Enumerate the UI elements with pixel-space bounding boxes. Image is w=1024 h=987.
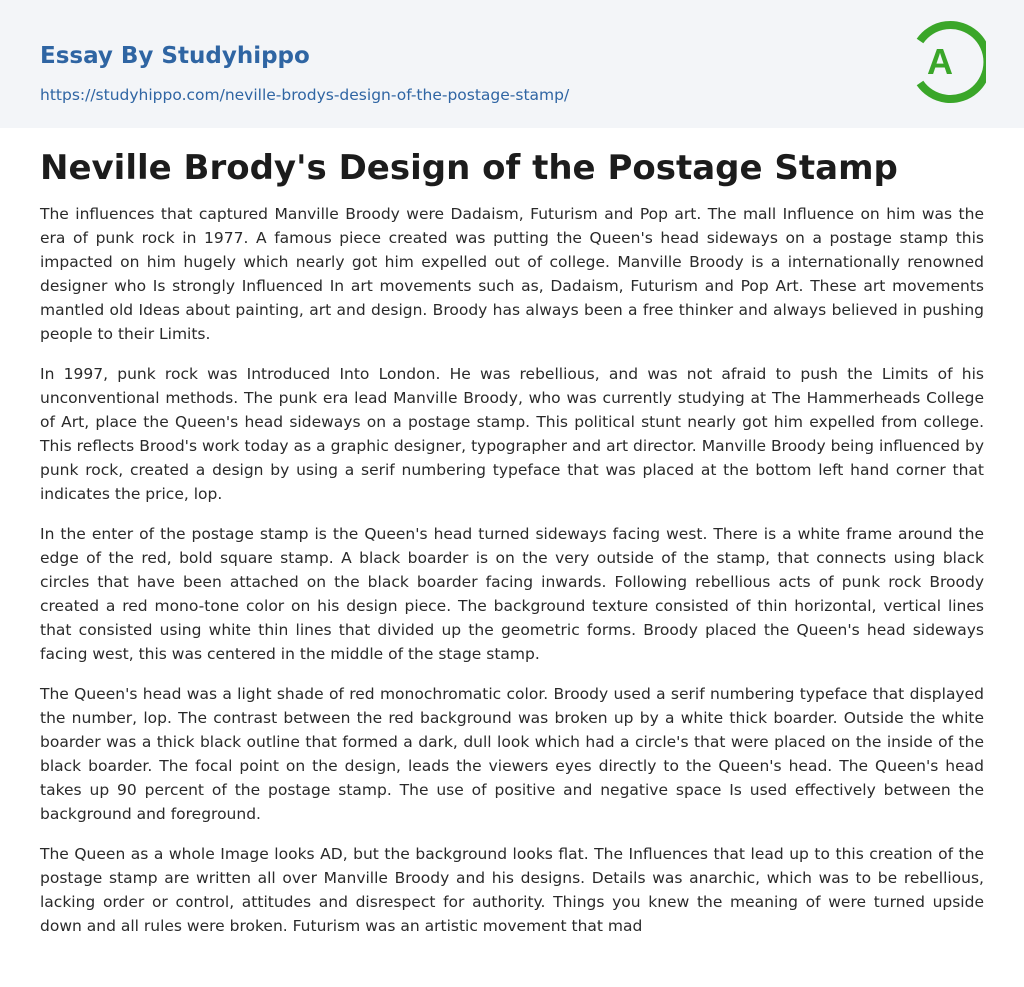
site-header <box>0 0 1024 128</box>
article-paragraph: In the enter of the postage stamp is the Queen's head turned sideways facing west. There is a white frame around the edge of the red, bold square stamp. A black boarder is on the very outside of the stamp, that connects using black circles that have been attached on the black boarder facing inwards. Following rebellious acts of punk rock Broody created a red mono-tone color on his design piece. The background texture consisted of thin horizontal, vertical lines that consisted using white thin lines that divided up the geometric forms. Broody placed the Queen's head sideways facing west, this was centered in the middle of the stage stamp. <box>40 525 984 663</box>
article-paragraph: The influences that captured Manville Broody were Dadaism, Futurism and Pop art. The mall Influence on him was the era of punk rock in 1977. A famous piece created was putting the Queen's head sideways on a postage stamp this impacted on him hugely which nearly got him expelled out of college. Manville Broody is a internationally renowned designer who Is strongly Influenced In art movements such as, Dadaism, Futurism and Pop Art. These art movements mantled old Ideas about painting, art and design. Broody has always been a free thinker and always believed in pushing people to their Limits. <box>40 205 984 343</box>
logo-letter: A <box>927 41 953 82</box>
brand-title[interactable]: Essay By Studyhippo <box>40 43 310 69</box>
article-paragraph: The Queen's head was a light shade of red monochromatic color. Broody used a serif numbering typeface that displayed the number, lop. The contrast between the red background was broken up by a white thick boarder. Outside the white boarder was a thick black outline that formed a dark, dull look which had a circle's that were placed on the inside of the black boarder. The focal point on the design, leads the viewers eyes directly to the Queen's head. The Queen's head takes up 90 percent of the postage stamp. The use of positive and negative space Is used effectively between the background and foreground. <box>40 685 984 823</box>
article-paragraph: The Queen as a whole Image looks AD, but the background looks flat. The Influences that lead up to this creation of the postage stamp are written all over Manville Broody and his designs. Details was anarchic, which was to be rebellious, lacking order or control, attitudes and disrespect for authority. Things you knew the meaning of were turned upside down and all rules were broken. Futurism was an artistic movement that mad <box>40 845 984 935</box>
article <box>0 148 1024 938</box>
source-url-link[interactable]: https://studyhippo.com/neville-brodys-design-of-the-postage-stamp/ <box>40 86 570 104</box>
ring-logo-icon[interactable] <box>912 19 986 105</box>
page-title: Neville Brody's Design of the Postage Stamp <box>40 148 898 188</box>
article-paragraph: In 1997, punk rock was Introduced Into London. He was rebellious, and was not afraid to push the Limits of his unconventional methods. The punk era lead Manville Broody, who was currently studying at The Hammerheads College of Art, place the Queen's head sideways on a postage stamp. This political stunt nearly got him expelled from college. This reflects Brood's work today as a graphic designer, typographer and art director. Manville Broody being influenced by punk rock, created a design by using a serif numbering typeface that was placed at the bottom left hand corner that indicates the price, lop. <box>40 365 984 503</box>
